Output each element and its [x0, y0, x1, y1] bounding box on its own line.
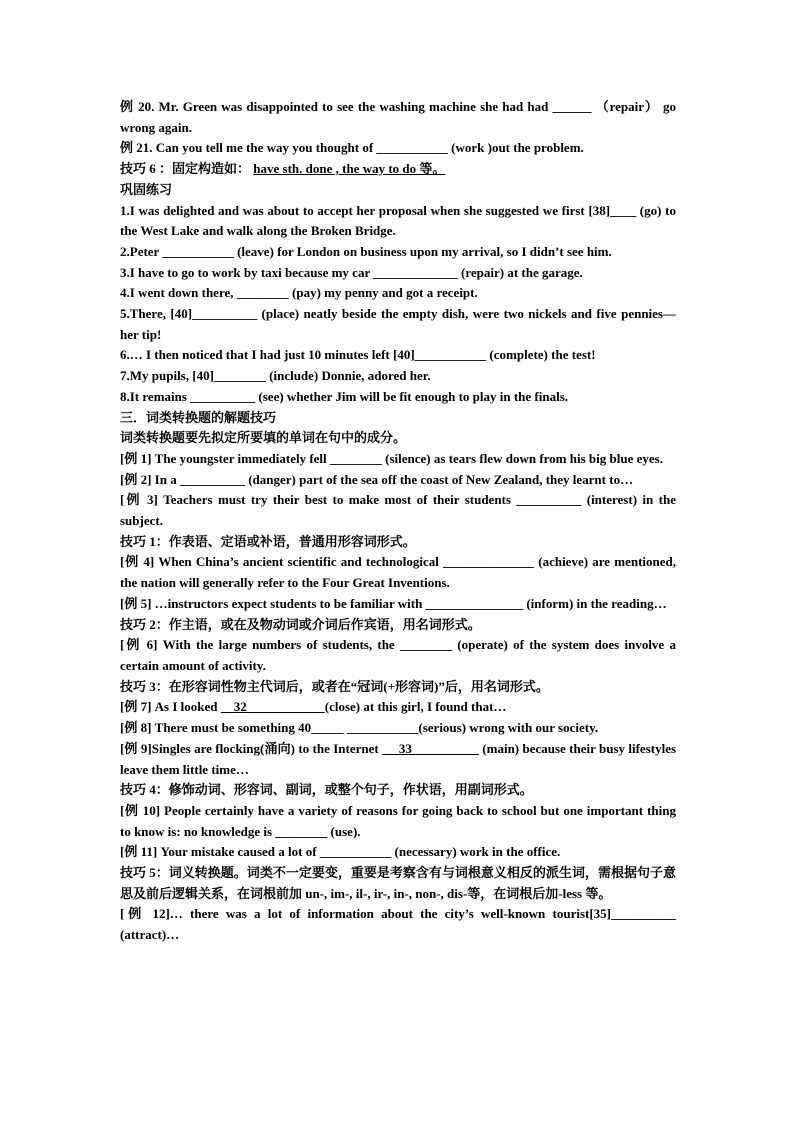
example-9-prefix: [例 9]Singles are flocking(涌向) to the Internet — [120, 740, 379, 756]
example-9-blank — [382, 741, 479, 756]
example-21: 例 21. Can you tell me the way you thought of ___________ (work )out the problem. — [120, 140, 584, 156]
document-page — [120, 97, 676, 946]
example-10: [例 10] People certainly have a variety of reasons for going back to school but one important thing to know is: no knowledge is ________ (use). — [120, 802, 676, 839]
example-7-blank — [221, 699, 325, 714]
tip-1: 技巧 1：作表语、定语或补语，普通用形容词形式。 — [120, 533, 416, 549]
tip-6 — [120, 159, 676, 180]
example-4: [例 4] When China’s ancient scientific and technological ______________ (achieve) are mentioned, the nation will generally refer to the Four Great Inventions. — [120, 554, 676, 591]
tip-3: 技巧 3：在形容词性物主代词后，或者在“冠词(+形容词)”后，用名词形式。 — [120, 678, 549, 694]
exercise-3: 3.I have to go to work by taxi because my car _____________ (repair) at the garage. — [120, 264, 583, 280]
example-7-prefix: [例 7] As I looked — [120, 699, 218, 715]
tip-4: 技巧 4：修饰动词、形容词、副词，或整个句子，作状语，用副词形式。 — [120, 782, 533, 798]
example-9-suffix: (main) because their busy — [482, 740, 626, 756]
consolidation-heading: 巩固练习 — [120, 181, 173, 197]
example-7 — [120, 697, 676, 718]
example-9-blank-number: 33 — [398, 740, 412, 756]
example-7-suffix: (close) at this girl, I found that… — [324, 699, 507, 715]
exercise-4: 4.I went down there, ________ (pay) my penny and got a receipt. — [120, 285, 478, 301]
example-5: [例 5] …instructors expect students to be familiar with _______________ (inform) in the reading… — [120, 595, 667, 611]
tip-6-pattern: have sth. done , the way to do 等。 — [253, 161, 446, 177]
example-6: [例 6] With the large numbers of students, the ________ (operate) of the system does involve a certain amount of activity. — [120, 637, 676, 673]
example-3: [例 3] Teachers must try their best to make most of their students __________ (interest) in the subject. — [120, 492, 676, 529]
tip-5: 技巧 5：词义转换题。词类不一定要变，重要是考察含有与词根意义相反的派生词，需根据句子意思及前后逻辑关系，在词根前加 un-, im-, il-, ir-, in-, non-, dis-等，在词根后加-less 等。 — [120, 865, 676, 901]
example-9 — [120, 739, 676, 780]
example-12: [例 12]… there was a lot of information about the city’s well-known tourist[35]__________ (attract)… — [120, 906, 676, 943]
example-7-blank-number: 32 — [233, 699, 247, 715]
example-8: [例 8] There must be something 40_____ ___________(serious) wrong with our society. — [120, 720, 599, 736]
exercise-7: 7.My pupils, [40]________ (include) Donnie, adored her. — [120, 368, 431, 384]
example-9-continuation: lifestyles leave them little time… — [120, 740, 677, 777]
tip-2: 技巧 2：作主语，或在及物动词或介词后作宾语，用名词形式。 — [120, 616, 481, 632]
example-2: [例 2] In a __________ (danger) part of the sea off the coast of New Zealand, they learnt to… — [120, 471, 634, 487]
section-3-heading: 三．词类转换题的解题技巧 — [120, 409, 277, 425]
exercise-6: 6.… I then noticed that I had just 10 minutes left [40]___________ (complete) the test! — [120, 347, 596, 363]
example-11: [例 11] Your mistake caused a lot of ___________ (necessary) work in the office. — [120, 844, 561, 860]
tip-6-label: 技巧 6 ：固定构造如： — [120, 161, 251, 177]
example-20: 例 20. Mr. Green was disappointed to see the washing machine she had had ______ （repair） go wrong again. — [120, 99, 676, 135]
exercise-5: 5.There, [40]__________ (place) neatly beside the empty dish, were two nickels and five pennies—her tip! — [120, 306, 676, 342]
exercise-2: 2.Peter ___________ (leave) for London on business upon my arrival, so I didn’t see him. — [120, 243, 612, 259]
exercise-1: 1.I was delighted and was about to accept her proposal when she suggested we first [38]____ (go) to the West Lake and walk along the Broken Bridge. — [120, 202, 676, 239]
exercise-8: 8.It remains __________ (see) whether Jim will be fit enough to play in the finals. — [120, 388, 569, 404]
section-3-intro: 词类转换题要先拟定所要填的单词在句中的成分。 — [120, 430, 407, 446]
example-1: [例 1] The youngster immediately fell ________ (silence) as tears flew down from his big blue eyes. — [120, 450, 663, 466]
